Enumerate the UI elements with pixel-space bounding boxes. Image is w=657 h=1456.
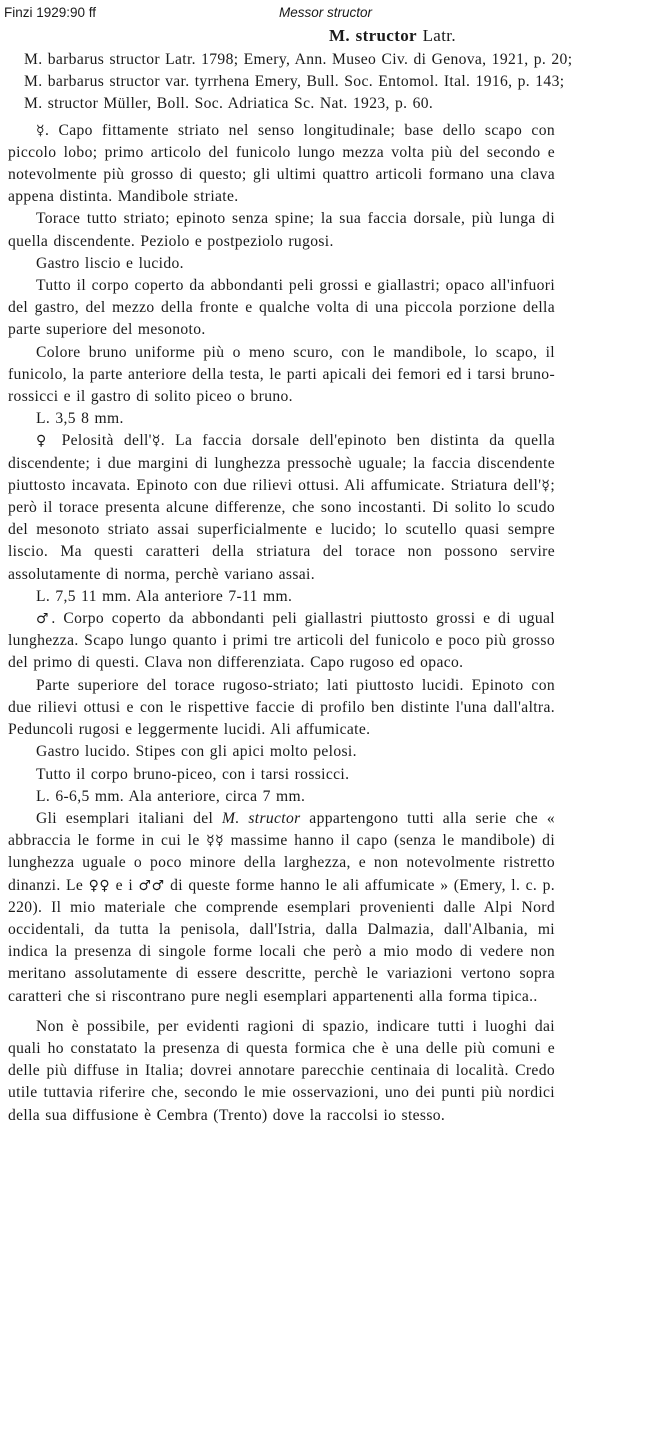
male-symbol: ♂ xyxy=(36,611,52,628)
female-description: ♀ Pelosità dell'☿. La faccia dorsale dell'epinoto ben distinta da quella discendente; i due margini di lunghezza pressochè uguale; la faccia discendente piuttosto incavata. Epinoto con due rilievi ottusi. Ali affumicate. Striatura dell'☿; però il torace presenta alcune differenze, che sono incostanti. Di solito lo scudo del mesonoto striato assai superficialmente e lucido; lo scutello quasi sempre liscio. Ma questi caratteri della striatura del torace non possono servire assolutamente di norma, perchè variano assai. xyxy=(8,432,555,583)
worker-size: L. 3,5 8 mm. xyxy=(36,410,124,428)
citation: Finzi 1929:90 ff xyxy=(4,5,97,20)
worker-thorax: Torace tutto striato; epinoto senza spine; la sua faccia dorsale, più lunga di quella discendente. Peziolo e postpeziolo rugosi. xyxy=(8,210,555,250)
species-name: M. structor xyxy=(329,26,417,45)
worker-color: Colore bruno uniforme più o meno scuro, con le mandibole, lo scapo, il funicolo, la parte anteriore della testa, le parti apicali dei femori ed i tarsi bruno-rossicci e il gastro di solito piceo o bruno. xyxy=(8,343,555,406)
synonym-entry: M. barbarus structor Latr. 1798; Emery, Ann. Museo Civ. di Genova, 1921, p. 20; xyxy=(24,51,573,68)
discussion-paragraph: Gli esemplari italiani del M. structor appartengono tutti alla serie che « abbraccia le forme in cui le ☿☿ massime hanno il capo (senza le mandibole) di lunghezza uguale o poco minore della larghezza, e non notevolmente ristretto dinanzi. Le ♀♀ e i ♂♂ di queste forme hanno le ali affumicate » (Emery, l. c. p. 220). Il mio materiale che comprende esemplari provenienti dalle Alpi Nord occidentali, da tutta la penisola, dall'Istria, dalla Dalmazia, dall'Albania, mi indica la presenza di singole forme locali che però a mio modo di vedere non meritano assolutamente di essere descritte, perchè le variazioni vertono sopra caratteri che si riscontrano pure negli esemplari appartenenti alla forma tipica.. xyxy=(8,809,556,1005)
male-description: ♂. Corpo coperto da abbondanti peli giallastri piuttosto grossi e di ugual lunghezza. Scapo lungo quanto i primi tre articoli del funicolo e poco più grosso del primo di questi. Clava non differenziata. Capo rugoso ed opaco. xyxy=(8,610,555,672)
worker-symbol: ☿ xyxy=(206,833,216,850)
synonymy-list xyxy=(10,49,635,116)
species-reference: M. structor xyxy=(222,809,301,827)
worker-symbol: ☿ xyxy=(36,122,45,139)
male-color: Tutto il corpo bruno-piceo, con i tarsi rossicci. xyxy=(36,765,350,783)
worker-symbol: ☿ xyxy=(215,833,225,850)
synonym-entry: M. barbarus structor var. tyrrhena Emery, Bull. Soc. Entomol. Ital. 1916, p. 143; xyxy=(24,73,565,91)
female-symbol: ♀ xyxy=(36,433,52,450)
distribution-paragraph: Non è possibile, per evidenti ragioni di spazio, indicare tutti i luoghi dai quali ho constatato la presenza di questa formica che è una delle più comuni e delle più diffuse in Italia; dovrei annotare parecchie centinaia di località. Credo utile tuttavia riferire che, secondo le mie osservazioni, uno dei punti più nordici della sua diffusione è Cembra (Trento) dove la raccolsi io stesso. xyxy=(8,1017,555,1124)
worker-symbol: ☿ xyxy=(151,433,161,450)
female-size: L. 7,5 11 mm. Ala anteriore 7-11 mm. xyxy=(36,587,293,605)
worker-symbol: ☿ xyxy=(541,477,551,494)
male-symbol: ♂ xyxy=(138,877,152,894)
worker-gaster: Gastro liscio e lucido. xyxy=(36,254,184,272)
species-author: Latr. xyxy=(422,26,456,45)
female-symbol: ♀ xyxy=(99,877,111,894)
female-symbol: ♀ xyxy=(88,877,100,894)
male-symbol: ♂ xyxy=(151,877,165,894)
header-genus: Messor structor xyxy=(279,5,373,20)
description xyxy=(8,120,555,1127)
male-gaster: Gastro lucido. Stipes con gli apici molto pelosi. xyxy=(36,743,357,761)
worker-pilosity: Tutto il corpo coperto da abbondanti peli grossi e giallastri; opaco all'infuori del gastro, del mezzo della fronte e qualche volta di una piccola porzione della parte superiore del mesonoto. xyxy=(8,277,555,339)
male-thorax: Parte superiore del torace rugoso-striato; lati piuttosto lucidi. Epinoto con due rilievi ottusi e con le rispettive faccie di profilo ben distinte l'una dall'altra. Peduncoli rugosi e leggermente lucidi. Ali affumicate. xyxy=(8,676,555,739)
synonym-entry: M. structor Müller, Boll. Soc. Adriatica Sc. Nat. 1923, p. 60. xyxy=(24,95,434,113)
page-header xyxy=(0,5,657,23)
document-body xyxy=(8,24,635,1127)
male-size: L. 6-6,5 mm. Ala anteriore, circa 7 mm. xyxy=(36,787,306,805)
species-title xyxy=(90,24,635,48)
worker-description: ☿. Capo fittamente striato nel senso longitudinale; base dello scapo con piccolo lobo; primo articolo del funicolo lungo mezza volta più del secondo e notevolmente più grosso di questo; gli ultimi quattro articoli formano una clava appena distinta. Mandibole striate. xyxy=(8,121,555,206)
